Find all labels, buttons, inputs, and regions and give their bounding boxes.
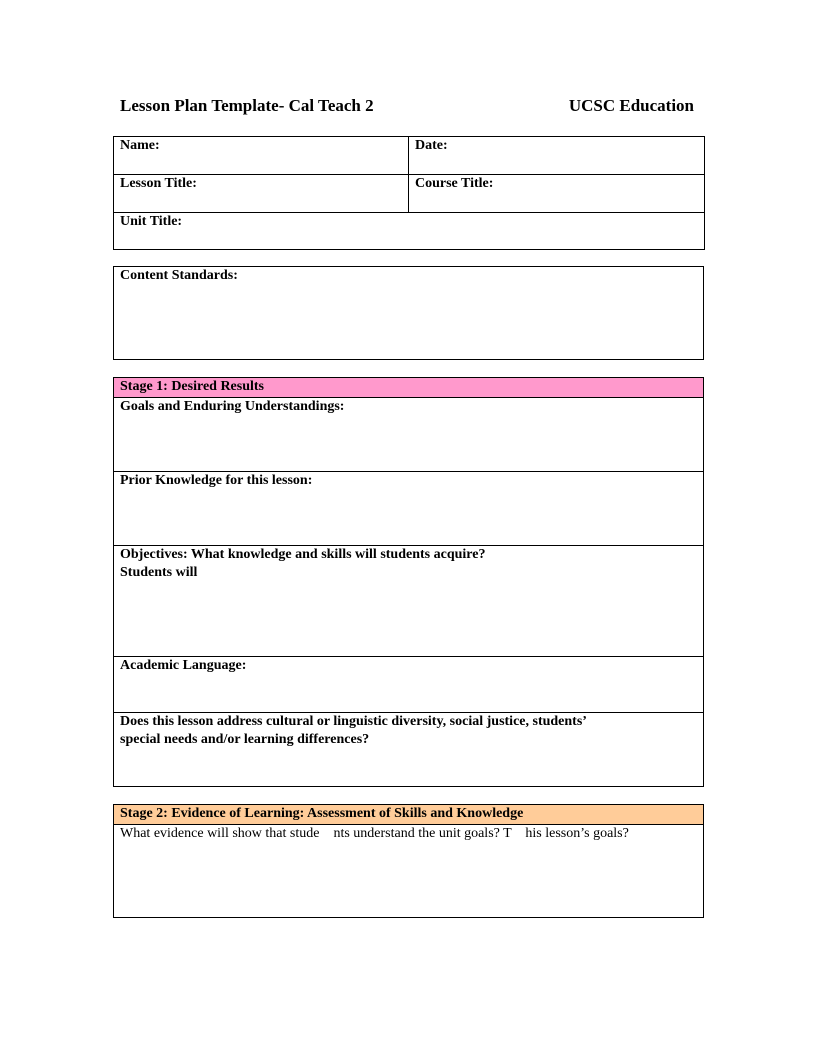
stage2-table bbox=[113, 804, 704, 918]
name-label: Name: bbox=[120, 138, 160, 153]
objectives-label: Objectives: What knowledge and skills will students acquire? bbox=[120, 547, 486, 562]
academic-language-field[interactable] bbox=[114, 657, 704, 713]
stage1-heading: Stage 1: Desired Results bbox=[120, 379, 265, 394]
date-field[interactable] bbox=[409, 137, 705, 175]
unit-title-field[interactable] bbox=[114, 213, 705, 250]
diversity-field[interactable] bbox=[114, 713, 704, 787]
goals-field[interactable] bbox=[114, 398, 704, 472]
stage1-table bbox=[113, 377, 704, 787]
evidence-field[interactable] bbox=[114, 825, 704, 918]
objectives-field[interactable] bbox=[114, 546, 704, 657]
academic-language-label: Academic Language: bbox=[120, 658, 247, 673]
stage1-heading-cell bbox=[114, 378, 704, 398]
objectives-subprompt: Students will bbox=[120, 565, 198, 580]
document-title: Lesson Plan Template- Cal Teach 2 bbox=[120, 96, 374, 115]
diversity-question-line2: special needs and/or learning differences? bbox=[120, 732, 370, 747]
unit-title-label: Unit Title: bbox=[120, 214, 183, 229]
prior-knowledge-label: Prior Knowledge for this lesson: bbox=[120, 473, 313, 488]
info-table bbox=[113, 136, 705, 250]
prior-knowledge-field[interactable] bbox=[114, 472, 704, 546]
organization-name: UCSC Education bbox=[568, 96, 694, 115]
course-title-field[interactable] bbox=[409, 175, 705, 213]
goals-label: Goals and Enduring Understandings: bbox=[120, 399, 345, 414]
lesson-title-label: Lesson Title: bbox=[120, 176, 197, 191]
content-standards-label: Content Standards: bbox=[120, 268, 238, 283]
content-standards-field[interactable] bbox=[114, 267, 704, 360]
name-field[interactable] bbox=[114, 137, 409, 175]
document-header bbox=[120, 96, 694, 120]
lesson-title-field[interactable] bbox=[114, 175, 409, 213]
evidence-prompt: What evidence will show that stude nts understand the unit goals? T his lesson’s goals? bbox=[120, 826, 629, 841]
date-label: Date: bbox=[415, 138, 448, 153]
stage2-heading-cell bbox=[114, 805, 704, 825]
content-standards-table bbox=[113, 266, 704, 360]
diversity-question-line1: Does this lesson address cultural or linguistic diversity, social justice, students’ bbox=[120, 714, 587, 729]
stage2-heading: Stage 2: Evidence of Learning: Assessment of Skills and Knowledge bbox=[120, 806, 524, 821]
course-title-label: Course Title: bbox=[415, 176, 494, 191]
